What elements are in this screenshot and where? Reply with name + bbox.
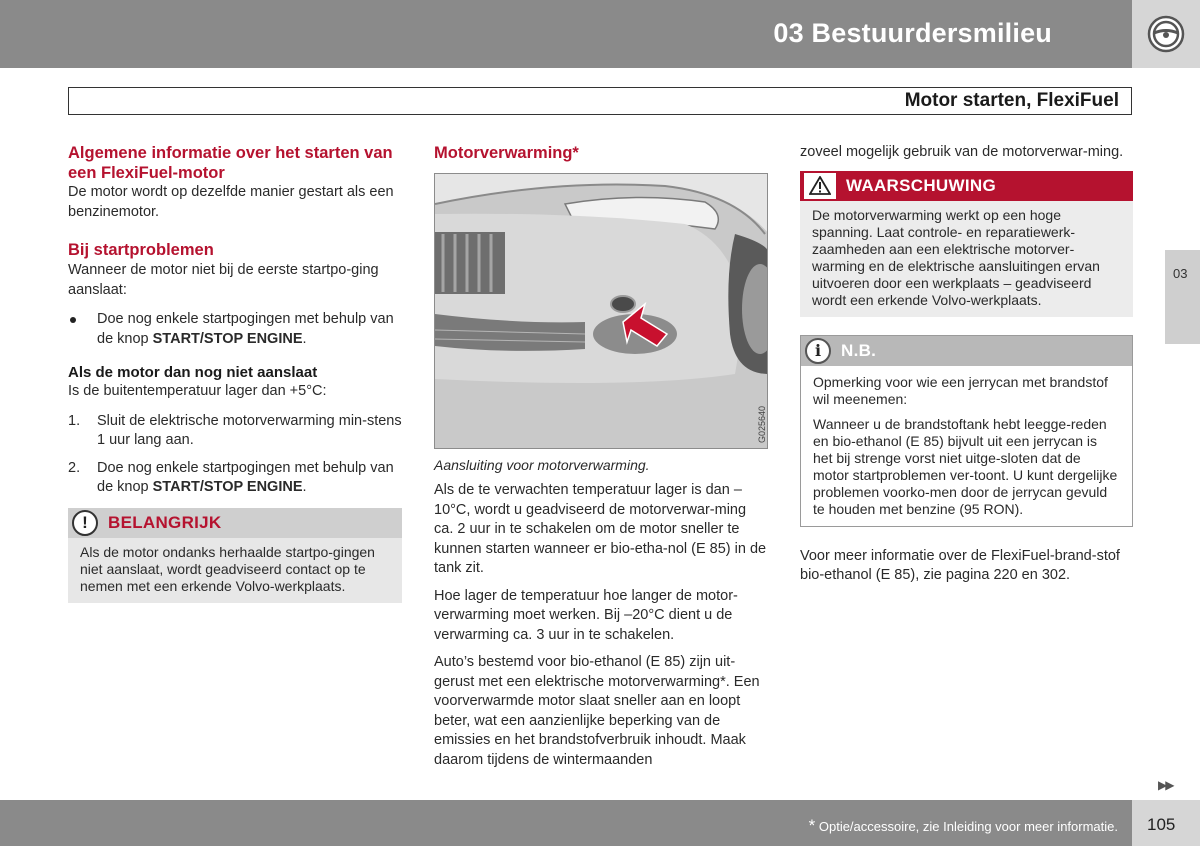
list-item: Doe nog enkele startpogingen met behulp van de knop START/STOP ENGINE.: [68, 310, 402, 349]
heading-engine-heater: Motorverwarming*: [434, 144, 579, 162]
para-general-info: De motor wordt op dezelfde manier gestart als een benzinemotor.: [68, 184, 394, 220]
para-more-info: Voor meer informatie over de FlexiFuel-brand-stof bio-ethanol (E 85), zie pagina 220 en 302.: [800, 547, 1120, 583]
heading-start-problems: Bij startproblemen: [68, 241, 214, 259]
note-callout: [800, 335, 1133, 527]
subheading-still-not-starting: Als de motor dan nog niet aanslaat: [68, 364, 318, 381]
footer-note-text: Optie/accessoire, zie Inleiding voor meer informatie.: [818, 819, 1118, 834]
steering-wheel-icon: [1146, 14, 1186, 54]
note-body-detail: Wanneer u de brandstoftank hebt leegge-reden en bio-ethanol (E 85) bijvult uit een jerrycan is het bij strenge vorst niet uitge-sloten dat de motor startproblemen ver-toont. U kunt dergelijke problemen voorko-men door de jerrycan gevuld te houden met benzine (95 RON).: [813, 415, 1118, 517]
list-item: 1. Sluit de elektrische motorverwarming min-stens 1 uur lang aan.: [68, 412, 402, 448]
column-2: [434, 143, 768, 770]
para-start-problems: Wanneer de motor niet bij de eerste startpo-ging aanslaat:: [68, 262, 379, 298]
warning-callout: [800, 171, 1133, 317]
page-number-box: [1132, 800, 1200, 846]
page-number: 105: [1147, 815, 1176, 834]
section-title-bar: [68, 87, 1132, 115]
double-chevron-right-icon: ▶▶: [1158, 778, 1173, 792]
important-callout-header: [68, 508, 402, 538]
footer-band: [0, 800, 1132, 846]
para-temperature: Is de buitentemperatuur lager dan +5°C:: [68, 383, 327, 399]
section-title: Motor starten, FlexiFuel: [904, 90, 1119, 111]
image-caption: Aansluiting voor motorverwarming.: [434, 457, 650, 473]
important-callout: [68, 508, 402, 603]
important-label: BELANGRIJK: [108, 512, 222, 532]
para-heater-duration: Hoe lager de temperatuur hoe langer de motor-verwarming moet werken. Bij –20°C dient u de verwarming ca. 3 uur in te schakelen.: [434, 587, 738, 643]
warning-body: De motorverwarming werkt op een hoge spanning. Laat controle- en reparatiewerk-zaamheden aan een elektrische motorver-warming en de elektrische aansluitingen ervan uitvoeren door een werkplaats – geadviseerd wordt een erkende Volvo-werkplaats.: [812, 206, 1100, 308]
footer-star: *: [808, 816, 816, 835]
chapter-side-tab-label: 03: [1173, 266, 1188, 281]
car-front-illustration: [435, 174, 768, 449]
image-code: G025640: [757, 406, 767, 444]
engine-heater-illustration: [434, 173, 768, 449]
note-body: [801, 366, 1132, 526]
para-heater-temp: Als de te verwachten temperatuur lager is dan –10°C, wordt u geadviseerd de motorverwar-ming ca. 2 uur in te schakelen om de motor sneller te kunnen starten wanneer er bio-etha-nol (E 85) in de tank zit.: [434, 482, 767, 576]
info-icon: i: [805, 338, 831, 364]
para-heater-benefits: Auto’s bestemd voor bio-ethanol (E 85) zijn uit-gerust met een elektrische motorverwarming*. Een voorverwarmde motor slaat sneller aan en loopt beter, wat een aanzienlijke beperking van de emissies en het brandstofverbruik inhoudt. Maak daarom tijdens de wintermaanden: [434, 654, 760, 768]
warning-label: WAARSCHUWING: [846, 175, 996, 195]
column-1: [68, 143, 402, 603]
note-label: N.B.: [841, 340, 877, 360]
note-callout-header: [801, 336, 1132, 366]
chapter-side-tab[interactable]: [1165, 250, 1200, 344]
chapter-title: 03 Bestuurdersmilieu: [773, 18, 1052, 48]
warning-triangle-icon: [804, 173, 836, 199]
column-3: [800, 143, 1133, 586]
footer-note: [809, 816, 1118, 836]
chapter-icon-box: [1132, 0, 1200, 68]
chapter-header-band: [0, 0, 1132, 68]
exclamation-icon: !: [72, 510, 98, 536]
bullet-icon: [70, 317, 76, 323]
note-body-intro: Opmerking voor wie een jerrycan met brandstof wil meenemen:: [813, 373, 1108, 407]
important-body: Als de motor ondanks herhaalde startpo-gingen niet aanslaat, wordt geadviseerd contact op te nemen met een erkende Volvo-werkplaats.: [80, 543, 375, 594]
warning-callout-header: [800, 171, 1133, 201]
para-continued: zoveel mogelijk gebruik van de motorverwar-ming.: [800, 144, 1124, 160]
heading-general-info: Algemene informatie over het starten van een FlexiFuel-motor: [68, 144, 393, 182]
list-item: 2. Doe nog enkele startpogingen met behulp van de knop START/STOP ENGINE.: [68, 459, 394, 495]
